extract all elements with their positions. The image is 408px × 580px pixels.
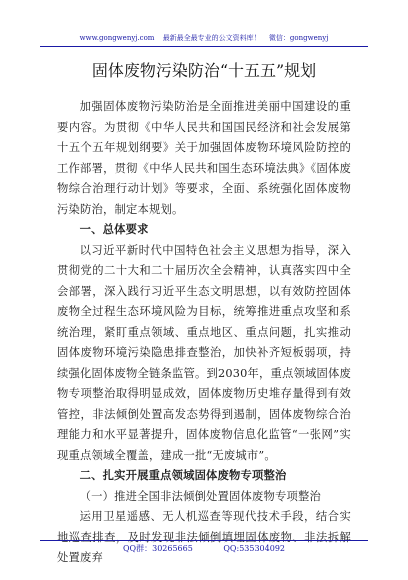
page-header xyxy=(40,30,368,47)
document-title: 固体废物污染防治“十五五”规划 xyxy=(91,61,317,80)
intro-paragraph: 加强固体废物污染防治是全面推进美丽中国建设的重要内容。为贯彻《中华人民共和国国民经济和社会发展第十五个五年规划纲要》关于加强固体废物环境风险防控的工作部署，贯彻《中华人民共和国生态环境法典》《固体废物综合治理行动计划》等要求，全面、系统强化固体废物污染防治，制定本规划。 xyxy=(57,100,351,216)
footer-qq-group: QQ群：30265665 xyxy=(122,544,193,553)
page-footer xyxy=(40,540,368,557)
section-2-subheading-1: （一）推进全国非法倾倒处置固体废物专项整治 xyxy=(79,489,322,503)
section-2-heading: 二、扎实开展重点领域固体废物专项整治 xyxy=(79,469,287,482)
section-2-sub-1-paragraph: 运用卫星遥感、无人机巡查等现代技术手段，结合实地巡查排查，及时发现非法倾倒填埋固体废物、非法拆解处置废弃 xyxy=(57,510,351,564)
header-slogan: 最新最全最专业的公文资料库！ xyxy=(162,34,261,42)
footer-qq-contact: QQ:535304092 xyxy=(223,544,285,553)
section-1-paragraph: 以习近平新时代中国特色社会主义思想为指导，深入贯彻党的二十大和二十届历次全会精神，认真落实四中全会部署，深入践行习近平生态文明思想，以有效防控固体废物全过程生态环境风险为目标，统筹推进重点攻坚和系统治理，紧盯重点领域、重点地区、重点问题，扎实推动固体废物环境污染隐患排查整治，加快补齐短板弱项，持续强化固体废物全链条监管。到2030年，重点领域固体废物专项整治取得明显成效，固体废物历史堆存量得到有效管控，非法倾倒处置高发态势得到遏制，固体废物综合治理能力和水平显著提升，固体废物信息化监管“一张网”实现重点领域全覆盖，建成一批“无废城市”。 xyxy=(57,243,351,462)
section-1-heading: 一、总体要求 xyxy=(79,223,149,236)
document-body xyxy=(57,97,351,569)
header-site-link[interactable]: www.gongwenyj.com xyxy=(79,34,155,42)
header-wechat: 微信：gongwenyj xyxy=(268,34,329,42)
